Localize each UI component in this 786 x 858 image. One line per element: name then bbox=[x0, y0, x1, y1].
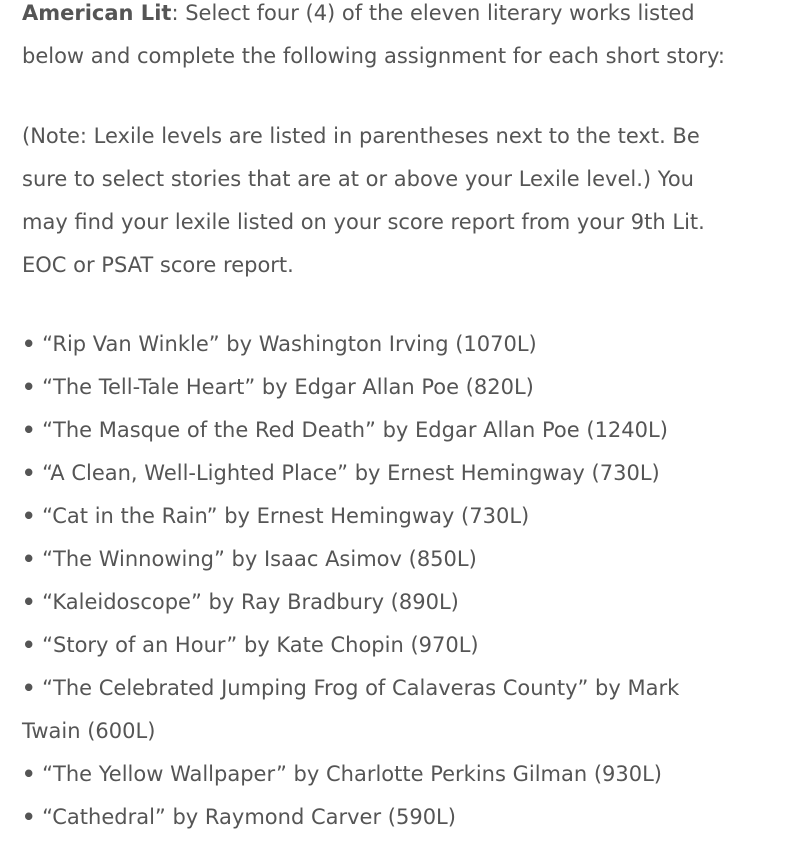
note-line-4: EOC or PSAT score report. bbox=[22, 253, 294, 277]
bullet-icon: • bbox=[22, 375, 36, 399]
story-text: “The Winnowing” by Isaac Asimov (850L) bbox=[42, 547, 477, 571]
bullet-icon: • bbox=[22, 504, 36, 528]
intro-line-1 bbox=[22, 0, 764, 35]
list-item bbox=[22, 409, 764, 452]
bullet-icon: • bbox=[22, 805, 36, 829]
list-item bbox=[22, 796, 764, 839]
intro-line-2: below and complete the following assignment for each short story: bbox=[22, 44, 725, 68]
paragraph-spacer bbox=[22, 78, 764, 115]
bullet-icon: • bbox=[22, 676, 36, 700]
bullet-icon: • bbox=[22, 418, 36, 442]
bullet-icon: • bbox=[22, 590, 36, 614]
bullet-icon: • bbox=[22, 332, 36, 356]
story-text: “The Tell-Tale Heart” by Edgar Allan Poe (820L) bbox=[42, 375, 534, 399]
bullet-icon: • bbox=[22, 762, 36, 786]
note-line-2: sure to select stories that are at or above your Lexile level.) You bbox=[22, 167, 694, 191]
story-text: “The Masque of the Red Death” by Edgar Allan Poe (1240L) bbox=[42, 418, 668, 442]
story-text: “Story of an Hour” by Kate Chopin (970L) bbox=[42, 633, 479, 657]
paragraph-spacer bbox=[22, 287, 764, 323]
course-title: American Lit bbox=[22, 1, 172, 25]
note-line-3: may find your lexile listed on your score report from your 9th Lit. bbox=[22, 210, 705, 234]
list-item bbox=[22, 667, 764, 710]
bullet-icon: • bbox=[22, 633, 36, 657]
list-item bbox=[22, 538, 764, 581]
list-item bbox=[22, 366, 764, 409]
list-item bbox=[22, 581, 764, 624]
bullet-icon: • bbox=[22, 547, 36, 571]
story-text: “Cat in the Rain” by Ernest Hemingway (730L) bbox=[42, 504, 530, 528]
list-item bbox=[22, 753, 764, 796]
list-item bbox=[22, 452, 764, 495]
list-item bbox=[22, 624, 764, 667]
story-text: “The Celebrated Jumping Frog of Calaveras County” by Mark bbox=[42, 676, 680, 700]
story-text: “Cathedral” by Raymond Carver (590L) bbox=[42, 805, 456, 829]
story-text: “Kaleidoscope” by Ray Bradbury (890L) bbox=[42, 590, 459, 614]
intro-text: : Select four (4) of the eleven literary works listed bbox=[171, 1, 695, 25]
story-list bbox=[22, 323, 764, 839]
bullet-icon: • bbox=[22, 461, 36, 485]
list-item bbox=[22, 495, 764, 538]
list-item-continuation: Twain (600L) bbox=[22, 719, 156, 743]
note-line-1: (Note: Lexile levels are listed in parentheses next to the text. Be bbox=[22, 124, 700, 148]
list-item bbox=[22, 323, 764, 366]
story-text: “Rip Van Winkle” by Washington Irving (1070L) bbox=[42, 332, 537, 356]
story-text: “A Clean, Well-Lighted Place” by Ernest Hemingway (730L) bbox=[42, 461, 660, 485]
story-text: “The Yellow Wallpaper” by Charlotte Perkins Gilman (930L) bbox=[42, 762, 663, 786]
